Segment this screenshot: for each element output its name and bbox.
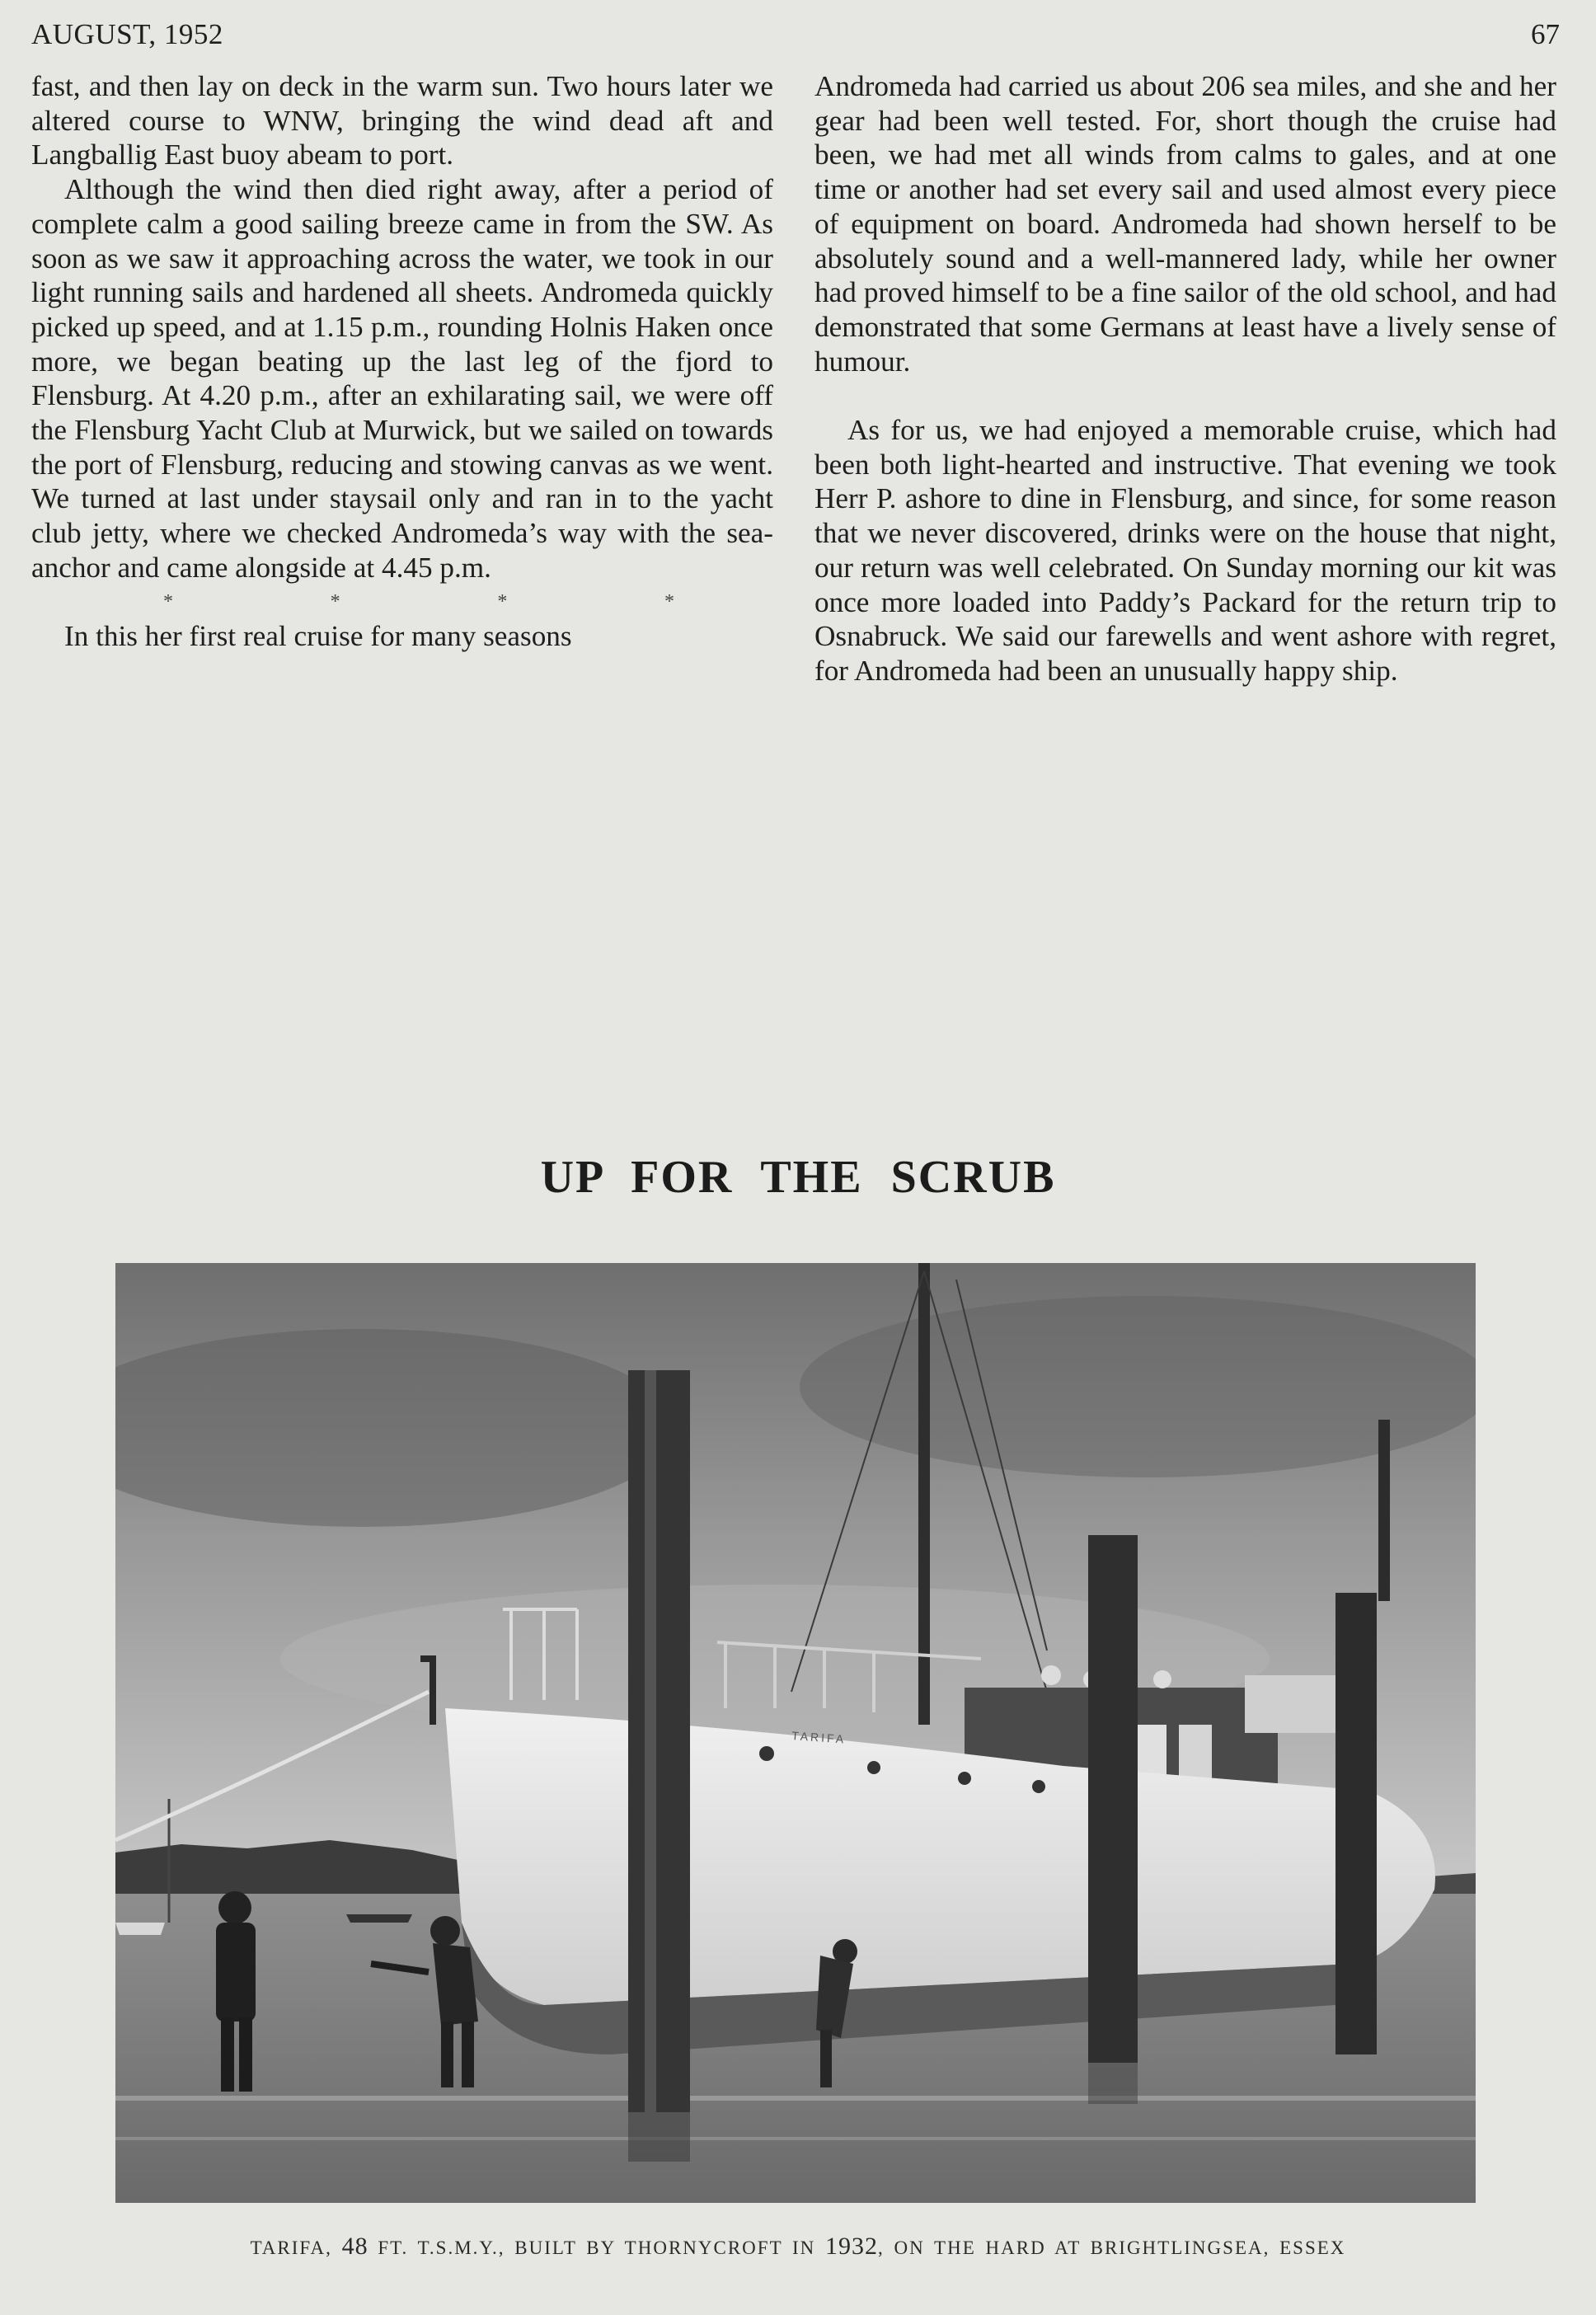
paragraph: Andromeda had carried us about 206 sea miles, and she and her gear had been well tested. For, short though the cruise had been, we had met all winds from calms to gales, and at one time or another had set every sail and used almost every piece of equipment on board. Andromeda had shown herself to be absolutely sound and a well-mannered lady, while her owner had proved himself to be a fine sailor of the old school, and had demonstrated that some Germans at least have a lively sense of humour.: [814, 70, 1556, 378]
caption-text: FT. T.S.M.Y., BUILT BY THORNYCROFT IN: [368, 2238, 825, 2258]
separator-star: *: [664, 590, 674, 613]
separator-star: *: [163, 590, 173, 613]
mooring-pile: [628, 1370, 690, 2112]
paragraph: In this her first real cruise for many seasons: [64, 620, 572, 653]
separator-star: *: [497, 590, 508, 613]
issue-date: AUGUST, 1952: [31, 18, 223, 50]
mooring-pile: [1088, 1535, 1138, 2063]
section-separator: [31, 585, 773, 620]
caption-length: 48: [341, 2233, 368, 2260]
paragraph: Although the wind then died right away, after a period of complete calm a good sailing breeze came in from the SW. As soon as we saw it approaching across the water, we took in our light running sails and hardened all sheets. Andromeda quickly picked up speed, and at 1.15 p.m., rounding Holnis Haken once more, we began beating up the last leg of the fjord to Flensburg. At 4.20 p.m., after an exhilarating sail, we were off the Flensburg Yacht Club at Murwick, but we sailed on towards the port of Flensburg, reducing and stowing canvas as we went. We turned at last under staysail only and ran in to the yacht club jetty, where we checked Andromeda’s way with the sea-anchor and came alongside at 4.45 p.m.: [31, 173, 773, 584]
paragraph: As for us, we had enjoyed a memorable cruise, which had been both light-hearted and instructive. That evening we took Herr P. ashore to dine in Flensburg, and since, for some reason that we never discovered, drinks were on the house that night, our return was well celebrated. On Sunday morning our kit was once more loaded into Paddy’s Packard for the return trip to Osnabruck. We said our farewells and went ashore with regret, for Andromeda had been an unusually happy ship.: [814, 414, 1556, 687]
photo-caption: [0, 2233, 1596, 2261]
left-column: [31, 69, 773, 654]
article-title: UP FOR THE SCRUB: [540, 1152, 1056, 1203]
running-header: [31, 15, 1560, 54]
right-column: [814, 69, 1556, 688]
separator-star: *: [330, 590, 340, 613]
mooring-pile: [1335, 1593, 1377, 2054]
paragraph: fast, and then lay on deck in the warm sun. Two hours later we altered course to WNW, bringing the wind dead aft and Langballig East buoy abeam to port.: [31, 70, 773, 171]
caption-text: TARIFA,: [250, 2238, 342, 2258]
caption-text: , ON THE HARD AT BRIGHTLINGSEA, ESSEX: [878, 2238, 1346, 2258]
boat-photograph: [115, 1263, 1476, 2203]
caption-year: 1932: [825, 2233, 878, 2260]
page-number: 67: [1531, 18, 1560, 50]
hull-name: TARIFA: [791, 1729, 847, 1746]
